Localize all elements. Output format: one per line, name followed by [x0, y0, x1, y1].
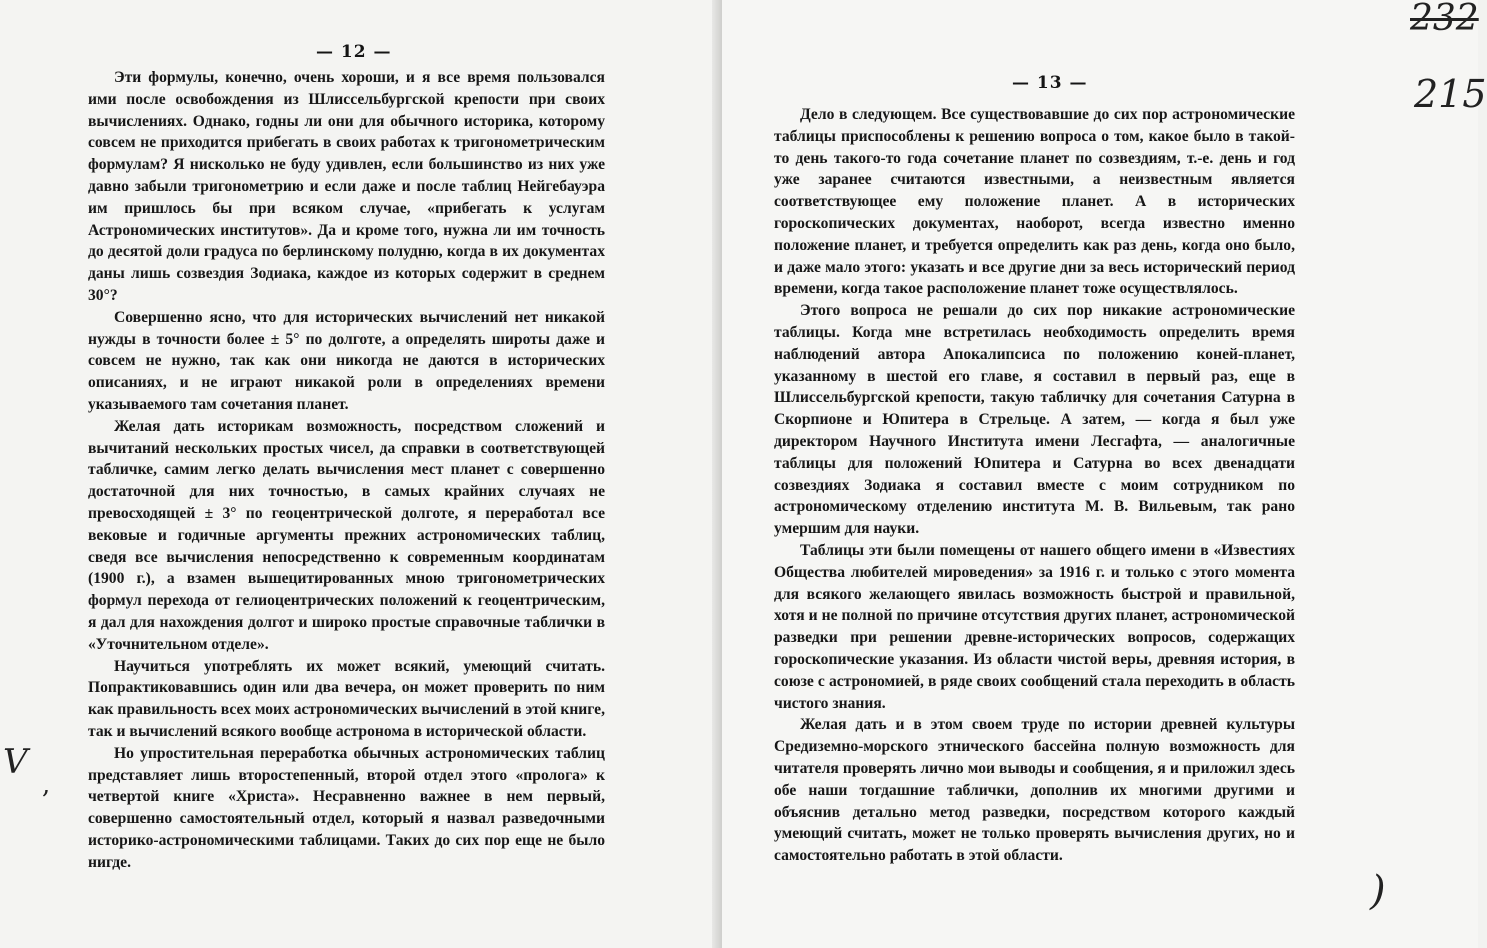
- paragraph: Но упростительная переработка обычных астрономических таблиц представляет лишь второстепенный, второй отдел этого «пролога» к четвертой книге «Христа». Несравненно важнее в нем первый, совершенно самостоятельный отдел, который я назвал разведочными историко-астрономическими таблицами. Таких до сих пор еще не было нигде.: [88, 744, 605, 871]
- page-number-left: — 12 —: [316, 42, 392, 62]
- right-text-block: [774, 104, 1295, 867]
- paragraph: Желая дать и в этом своем труде по истории древней культуры Средиземно-морского этнического бассейна полную возможность для читателя проверять лично мои выводы и сообщения, я и приложил здесь обе наши тогдашние таблички, дополнив их многими другими и объяснив детально метод разведки, посредством которого каждый умеющий считать, может не только проверять вычисления других, но и самостоятельно работать в этой области.: [774, 716, 1295, 865]
- handwritten-check-mark: V: [3, 742, 28, 782]
- paragraph: Научиться употреблять их может всякий, умеющий считать. Попрактиковавшись один или два вечера, он может проверить по ним как правильность всех моих астрономических вычислений в этой книге, так и вычислений всякого вообще астронома в исторической области.: [88, 657, 605, 740]
- paragraph: Совершенно ясно, что для исторических вычислений нет никакой нужды в точности более ± 5° по долготе, а определять широты даже и совсем не нужно, так как они никогда не даются в исторических описаниях, и не играют никакой роли в определениях времени указываемого там сочетания планет.: [88, 308, 605, 413]
- paragraph: Желая дать историкам возможность, посредством сложений и вычитаний нескольких простых чисел, да справки в соответствующей табличке, самим легко делать вычисления мест планет с совершенно достаточной для них точностью, в самых крайних случаях не превосходящей ± 3° по геоцентрической долготе, я переработал все вековые и годичные аргументы прежних астрономических таблиц, сведя все вычисления непосредственно к современным координатам (1900 г.), а взамен вышецитированных мною тригонометрических формул перехода от гелиоцентрических положений к геоцентрическим, я дал для нахождения долгот и широко простые справочные таблички в «Уточнительном отделе».: [88, 417, 605, 653]
- right-page: [722, 0, 1487, 948]
- page-number-right: — 13 —: [1012, 73, 1088, 93]
- handwritten-archive-number-old: 232: [1410, 0, 1479, 39]
- handwritten-bracket-mark: ): [1370, 868, 1386, 914]
- handwritten-comma-mark: ,: [42, 770, 51, 800]
- paragraph: Дело в следующем. Все существовавшие до сих пор астрономические таблицы приспособлены к решению вопроса о том, какое было в такой-то день такого-то года сочетание планет по созвездиям, т.-е. день и год уже заранее считаются известными, а неизвестным является соответствующее ему положение планет. А в исторических гороскопических документах, наоборот, всегда известно именно положение планет, и требуется определить как раз день, когда оно было, и даже мало этого: указать и все другие дни за весь исторический период времени, когда такое расположение планет тоже осуществлялось.: [774, 106, 1295, 298]
- handwritten-archive-number-new: 215: [1414, 72, 1487, 116]
- paragraph: Этого вопроса не решали до сих пор никакие астрономические таблицы. Когда мне встретилась необходимость определить время наблюдений автора Апокалипсиса по положению коней-планет, указанному в шестой его главе, я составил в первый раз, еще в Шлиссельбургской крепости, такую табличку для сочетания Сатурна в Скорпионе и Юпитера в Стрельце. А затем, — когда я был уже директором Научного Института имени Лесгафта, — аналогичные таблицы для положений Юпитера и Сатурна во всех двенадцати созвездиях Зодиака я составил вместе с моим сотрудником по астрономическому отделению института М. В. Вильевым, так рано умершим для науки.: [774, 302, 1295, 538]
- paragraph: Таблицы эти были помещены от нашего общего имени в «Известиях Общества любителей мироведения» за 1916 г. и только с этого момента для всякого желающего явилась возможность быстрой и правильной, хотя и не полной по причине отсутствия других планет, астрономической разведки при решении древне-исторических вопросов, содержащих гороскопические указания. Из области чистой веры, древняя история, в союзе с астрономией, в ряде своих сообщений стала переходить в область чистого знания.: [774, 541, 1295, 712]
- left-page: [0, 0, 722, 948]
- left-text-block: [88, 67, 605, 873]
- paragraph: Эти формулы, конечно, очень хороши, и я все время пользовался ими после освобождения из Шлиссельбургской крепости при своих вычислениях. Однако, годны ли они для обычного историка, которому совсем не приходится прибегать в своих работах к тригонометрическим формулам? Я нисколько не буду удивлен, если большинство из них уже давно забыли тригонометрию и если даже и после таблиц Нейгебауэра им пришлось бы при всяком случае, «прибегать к услугам Астрономических институтов». Да и кроме того, нужна ли им точность до десятой доли градуса по берлинскому полудню, когда в их документах даны лишь созвездия Зодиака, каждое из которых содержит в среднем 30°?: [88, 69, 605, 304]
